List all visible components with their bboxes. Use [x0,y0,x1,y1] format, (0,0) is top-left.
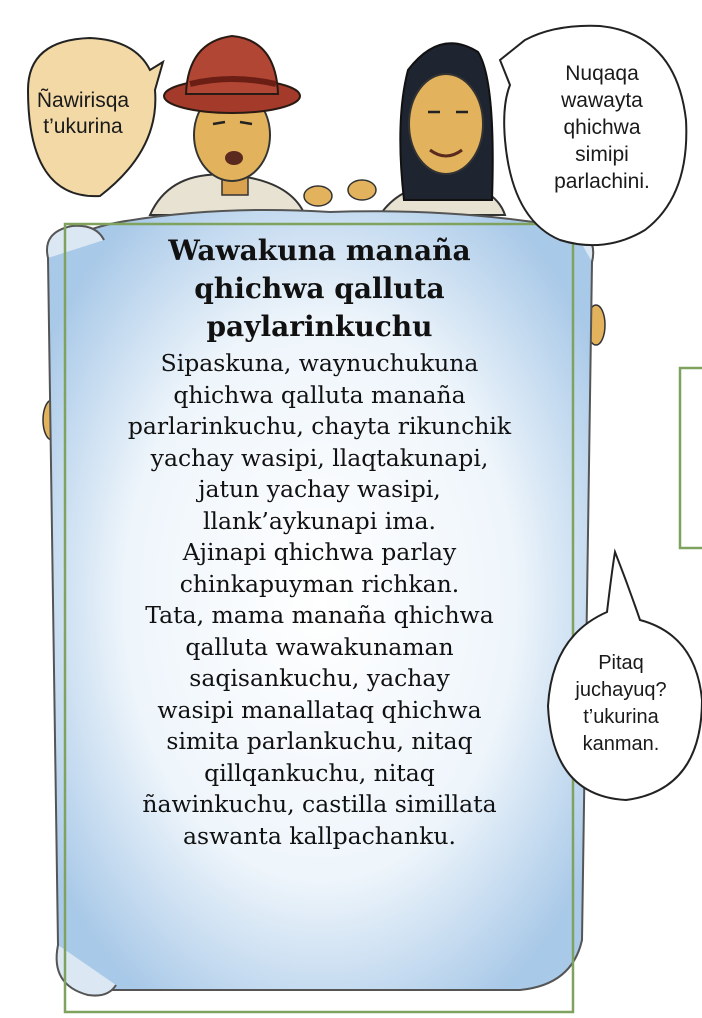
poster-body-line: aswanta kallpachanku. [183,821,456,850]
bubble-left-line: t’ukurina [43,115,123,138]
poster-body-line: qalluta wawakunaman [185,632,454,661]
poster-title-line: Wawakuna manaña [168,234,471,267]
bubble-bottom-line: t’ukurina [583,706,659,728]
bubble-bottom-line: kanman. [582,733,660,755]
woman-figure [380,43,505,215]
poster-body-line: chinkapuyman richkan. [179,569,460,598]
poster-title-line: paylarinkuchu [206,310,433,343]
poster-body-line: Sipaskuna, waynuchukuna [160,349,479,377]
poster-body-line: parlarinkuchu, chayta rikunchik [127,412,512,440]
poster-body-line: wasipi manallataq qhichwa [157,695,482,724]
bubble-right-line: Nuqaqa [565,62,639,85]
poster-body-line: ñawinkuchu, castilla simillata [142,790,497,818]
poster-title-line: qhichwa qalluta [194,272,445,305]
poster-body-line: qillqankuchu, nitaq [204,758,435,787]
poster-body-line: jatun yachay wasipi, [198,475,441,503]
poster-body-line: saqisankuchu, yachay [189,664,450,692]
poster-body-line: Tata, mama manaña qhichwa [145,601,494,629]
bubble-left-line: Ñawirisqa [36,89,130,112]
side-frame [680,368,702,548]
poster-body [66,348,573,852]
bubble-right-line: wawayta [561,89,643,112]
bubble-right-text [527,60,677,195]
poster-body-line: qhichwa qalluta manaña [173,380,466,409]
poster-title [66,230,573,346]
poster-body-line: simita parlankuchu, nitaq [166,727,473,755]
poster-content [66,230,573,852]
bubble-bottom-line: Pitaq [598,652,644,674]
bubble-right-line: simipi [575,143,629,166]
man-figure [150,36,305,215]
poster-body-line: yachay wasipi, llaqtakunapi, [150,443,489,472]
bubble-left-text [18,88,148,140]
bubble-right-line: parlachini. [554,170,650,193]
bubble-bottom-line: juchayuq? [575,679,667,701]
bubble-right-line: qhichwa [563,116,641,139]
poster-body-line: Ajinapi qhichwa parlay [182,538,457,566]
poster-body-line: llank’aykunapi ima. [202,506,436,535]
